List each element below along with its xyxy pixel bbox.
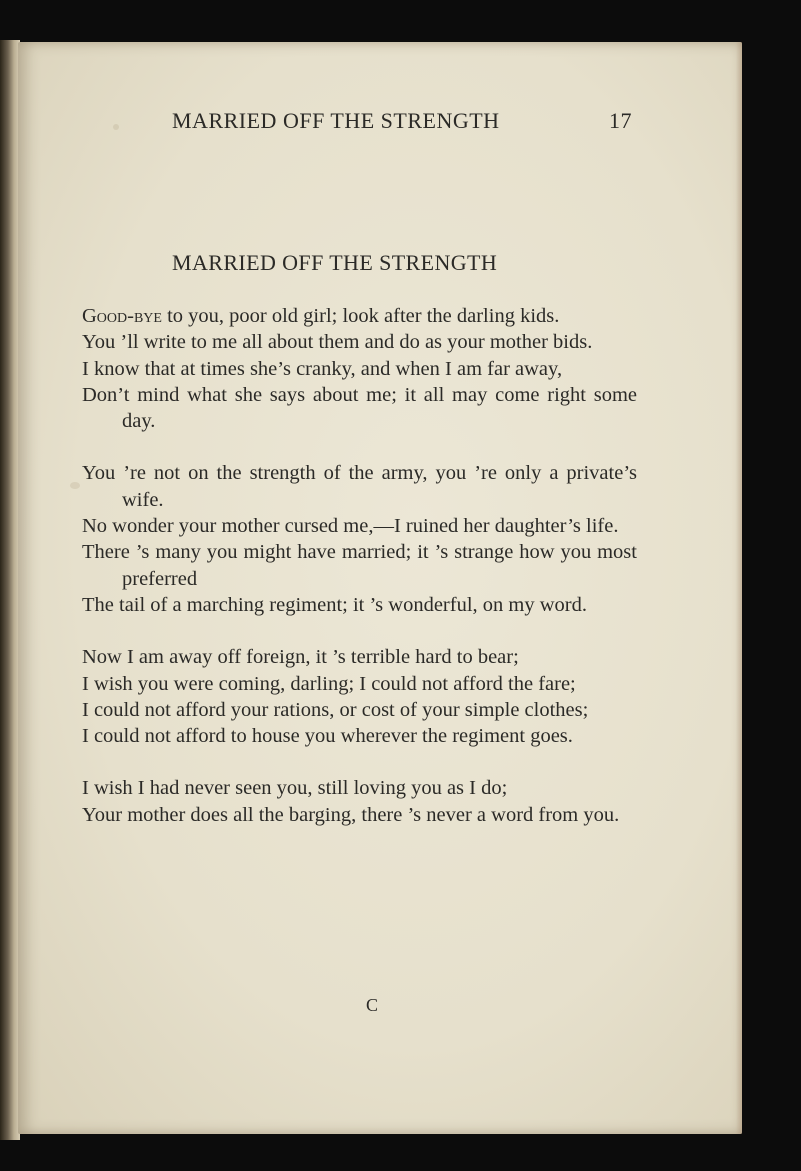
page-edge xyxy=(736,42,742,1134)
poem-line: There ’s many you might have married; it ’s strange how you most preferred xyxy=(82,541,637,590)
signature-mark: C xyxy=(366,995,379,1015)
stanza-2 xyxy=(82,460,637,618)
poem-line: I know that at times she’s cranky, and when I am far away, xyxy=(82,357,563,380)
poem-body xyxy=(82,303,637,854)
running-head-title: MARRIED OFF THE STRENGTH xyxy=(172,108,500,133)
poem-line-text: to you, poor old girl; look after the darling kids. xyxy=(161,305,560,327)
paper-blemish xyxy=(113,124,119,130)
book-spine xyxy=(0,40,20,1140)
poem-line: I wish I had never seen you, still loving you as I do; xyxy=(82,777,508,800)
poem-line: You ’ll write to me all about them and do as your mother bids. xyxy=(82,331,593,354)
poem-line: No wonder your mother cursed me,—I ruined her daughter’s life. xyxy=(82,515,619,538)
poem-line xyxy=(82,303,637,329)
poem-line: Your mother does all the barging, there ’s never a word from you. xyxy=(82,803,620,826)
poem-line: The tail of a marching regiment; it ’s wonderful, on my word. xyxy=(82,593,587,616)
poem-line: I could not afford your rations, or cost of your simple clothes; xyxy=(82,698,589,721)
poem-line: Don’t mind what she says about me; it all may come right some day. xyxy=(82,383,637,433)
poem-line: I could not afford to house you wherever the regiment goes. xyxy=(82,725,573,748)
page-number: 17 xyxy=(609,108,632,133)
stanza-3 xyxy=(82,644,637,749)
poem-line: I wish you were coming, darling; I could not afford the fare; xyxy=(82,672,576,695)
paper-blemish xyxy=(70,482,80,489)
stanza-1 xyxy=(82,303,637,434)
poem-line: Now I am away off foreign, it ’s terrible hard to bear; xyxy=(82,646,519,669)
stanza-4 xyxy=(82,775,637,828)
opening-word: Good-bye xyxy=(82,305,162,327)
poem-title: MARRIED OFF THE STRENGTH xyxy=(172,250,498,275)
poem-line: You ’re not on the strength of the army, you ’re only a private’s wife. xyxy=(82,462,637,511)
